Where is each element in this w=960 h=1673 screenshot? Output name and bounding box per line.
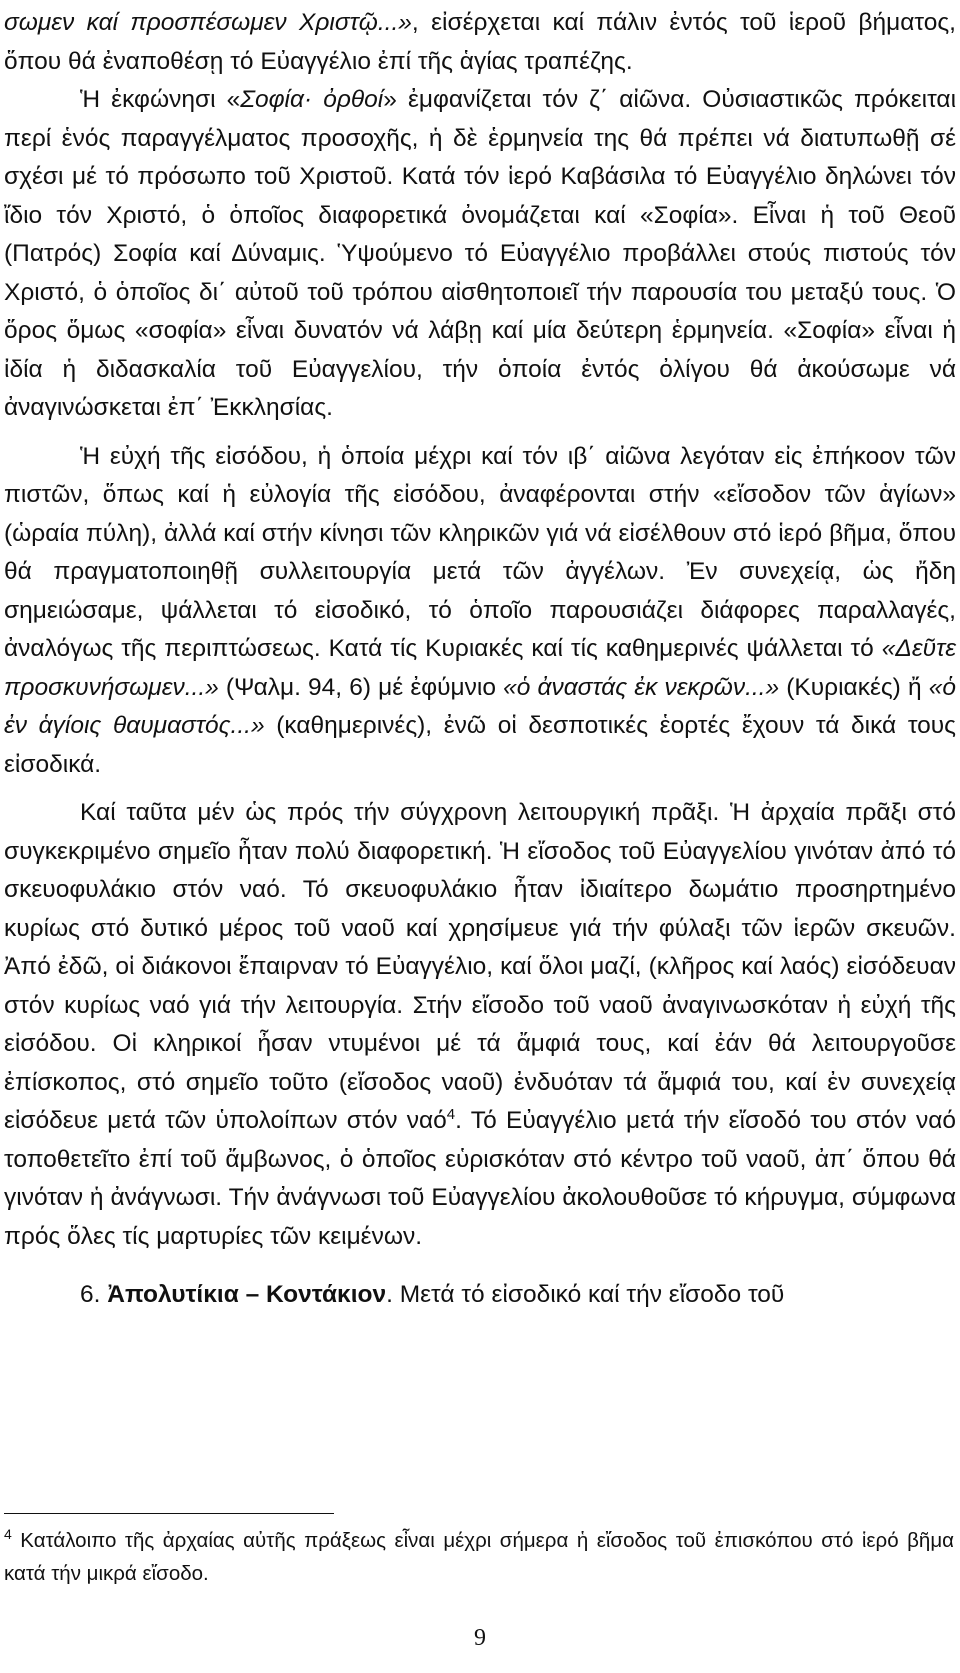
paragraph-1: σωμεν καί προσπέσωμεν Χριστῷ...», εἰσέρχεται καί πάλιν ἐντός τοῦ ἱεροῦ βήματος, ὅπου θά ἐναποθέσῃ τό Εὐαγγέλιο ἐπί τῆς ἁγίας τραπέζης. bbox=[4, 9, 956, 75]
footnote-number: 4 bbox=[4, 1526, 12, 1543]
main-text bbox=[4, 4, 956, 1315]
paragraph-2: Ἡ ἐκφώνησι «Σοφία· ὀρθοί» ἐμφανίζεται τόν ζ΄ αἰῶνα. Οὐσιαστικῶς πρόκειται περί ἑνός παραγγέλματος προσοχῆς, ἡ δὲ ἑρμηνεία της θά πρέπει νά διατυπωθῇ σέ σχέσι μέ τό πρόσωπο τοῦ Χριστοῦ. Κατά τόν ἱερό Καβάσιλα τό Εὐαγγέλιο δηλώνει τόν ἴδιο τόν Χριστό, ὁ ὁποῖος διαφορετικά ὀνομάζεται καί «Σοφία». Εἶναι ἡ τοῦ Θεοῦ (Πατρός) Σοφία καί Δύναμις. Ὑψούμενο τό Εὐαγγέλιο προβάλλει στούς πιστούς τόν Χριστό, ὁ ὁποῖος δι΄ αὐτοῦ τοῦ τρόπου αἰσθητοποιεῖ τήν παρουσία του μεταξύ τους. Ὁ ὅρος ὅμως «σοφία» εἶναι δυνατόν νά λάβῃ καί μία δεύτερη ἑρμηνεία. «Σοφία» εἶναι ἡ ἰδία ἡ διδασκαλία τοῦ Εὐαγγελίου, τήν ὁποία ἐντός ὀλίγου θά ἀκούσωμε νά ἀναγινώσκεται ἐπ΄ Ἐκκλησίας. bbox=[4, 86, 957, 421]
footnote-text: Κατάλοιπο τῆς ἀρχαίας αὐτῆς πράξεως εἶναι μέχρι σήμερα ἡ εἴσοδος τοῦ ἐπισκόπου στό ἱερό βῆμα κατά τήν μικρά εἴσοδο. bbox=[4, 1529, 954, 1585]
footnote bbox=[4, 1524, 954, 1590]
italic-quote: Σοφία· ὀρθοί bbox=[240, 86, 384, 113]
italic-quote: «ὁ ἐν ἁγίοις θαυμαστός...» bbox=[4, 673, 956, 739]
italic-quote: «Δεῦτε προσκυνήσωμεν...» bbox=[4, 635, 956, 701]
italic-quote: «ὁ ἀναστάς ἐκ νεκρῶν...» bbox=[503, 673, 780, 701]
section-title: Ἀπολυτίκια – Κοντάκιον bbox=[107, 1281, 387, 1308]
paragraph-3: Ἡ εὐχή τῆς εἰσόδου, ἡ ὁποία μέχρι καί τόν ιβ΄ αἰῶνα λεγόταν εἰς ἐπήκοον τῶν πιστῶν, ὅπως καί ἡ εὐλογία τῆς εἰσόδου, ἀναφέρονται στήν «εἴσοδον τῶν ἁγίων» (ὡραία πύλη), ἀλλά καί στήν κίνησι τῶν κληρικῶν γιά νά εἰσέλθουν στό ἱερό βῆμα, ὅπου θά πραγματοποιηθῇ συλλειτουργία μετά τῶν ἀγγέλων. Ἐν συνεχείᾳ, ὡς ἤδη σημειώσαμε, ψάλλεται τό εἰσοδικό, τό ὁποῖο παρουσιάζει διάφορες παραλλαγές, ἀναλόγως τῆς περιπτώσεως. Κατά τίς Κυριακές καί τίς καθημερινές ψάλλεται τό «Δεῦτε προσκυνήσωμεν...» (Ψαλμ. 94, 6) μέ ἐφύμνιο «ὁ ἀναστάς ἐκ νεκρῶν...» (Κυριακές) ἤ «ὁ ἐν ἁγίοις θαυμαστός...» (καθημερινές), ἐνῶ οἱ δεσποτικές ἑορτές ἔχουν τά δικά τους εἰσοδικά. bbox=[4, 442, 956, 778]
footnote-divider bbox=[4, 1513, 334, 1514]
section-number: 6. bbox=[80, 1281, 108, 1308]
italic-quote: σωμεν καί προσπέσωμεν Χριστῷ...» bbox=[4, 9, 412, 36]
footnote-reference[interactable]: 4 bbox=[446, 1105, 456, 1123]
section-heading-paragraph: 6. Ἀπολυτίκια – Κοντάκιον. Μετά τό εἰσοδικό καί τήν εἴσοδο τοῦ bbox=[80, 1281, 785, 1308]
page-number: 9 bbox=[474, 1625, 486, 1651]
paragraph-4: Καί ταῦτα μέν ὡς πρός τήν σύγχρονη λειτουργική πρᾶξι. Ἡ ἀρχαία πρᾶξι στό συγκεκριμένο σημεῖο ἦταν πολύ διαφορετική. Ἡ εἴσοδος τοῦ Εὐαγγελίου γινόταν ἀπό τό σκευοφυλάκιο στόν ναό. Τό σκευοφυλάκιο ἦταν ἰδιαίτερο δωμάτιο προσηρτημένο κυρίως στό δυτικό μέρος τοῦ ναοῦ καί χρησίμευε γιά τήν φύλαξι τῶν ἱερῶν σκευῶν. Ἀπό ἐδῶ, οἱ διάκονοι ἔπαιρναν τό Εὐαγγέλιο, καί ὅλοι μαζί, (κλῆρος καί λαός) εἰσόδευαν στόν κυρίως ναό γιά τήν λειτουργία. Στήν εἴσοδο τοῦ ναοῦ ἀναγινωσκόταν ἡ εὐχή τῆς εἰσόδου. Οἱ κληρικοί ἦσαν ντυμένοι μέ τά ἄμφιά τους, καί ἐάν θά λειτουργοῦσε ἐπίσκοπος, στό σημεῖο τοῦτο (εἴσοδος ναοῦ) ἐνδυόταν τά ἄμφιά του, καί ἐν συνεχείᾳ εἰσόδευε μετά τῶν ὑπολοίπων στόν ναό$^4$. Τό Εὐαγγέλιο μετά τήν εἴσοδό του στόν ναό τοποθετεῖτο ἐπί τοῦ ἄμβωνος, ὁ ὁποῖος εὑρισκόταν στό κέντρο τοῦ ναοῦ, ἀπ΄ ὅπου θά γινόταν ἡ ἀνάγνωσι. Τήν ἀνάγνωσι τοῦ Εὐαγγελίου ἀκολουθοῦσε τό κήρυγμα, σύμφωνα πρός ὅλες τίς μαρτυρίες τῶν κειμένων. bbox=[4, 799, 956, 1250]
